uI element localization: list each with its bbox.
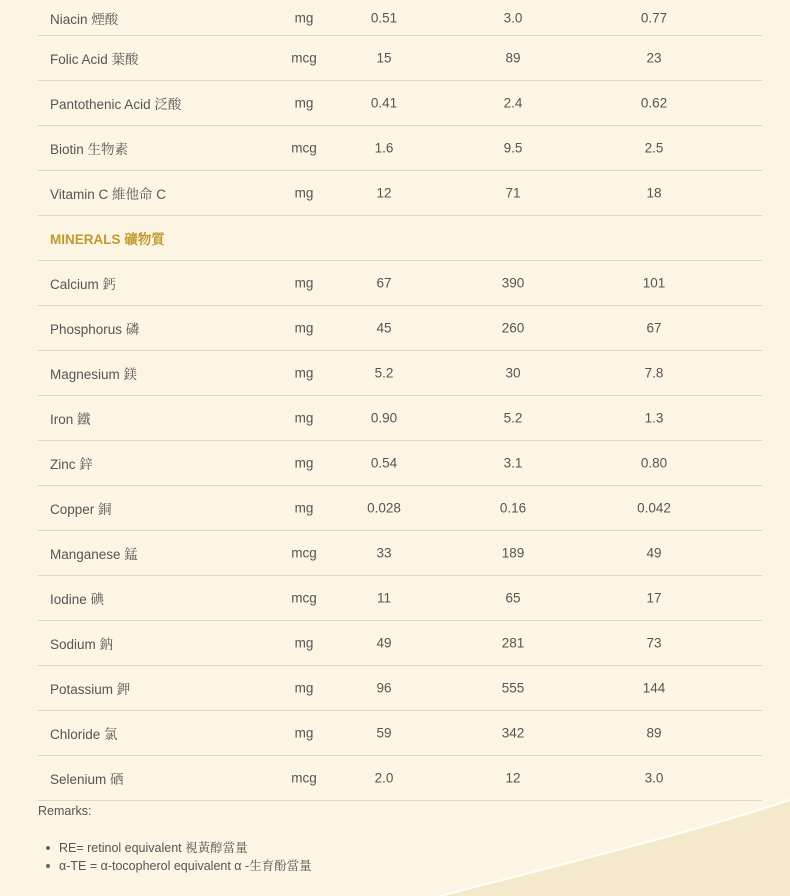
value-cell-3: 17: [646, 590, 662, 606]
table-row: [38, 126, 762, 171]
unit-cell: mg: [294, 410, 314, 426]
value-cell-2: 65: [505, 590, 521, 606]
value-cell-3: 101: [642, 275, 666, 291]
nutrient-name: Phosphorus 磷: [50, 322, 140, 337]
remarks-title: Remarks:: [38, 804, 92, 818]
value-cell-3: 144: [642, 680, 666, 696]
table-row: [38, 531, 762, 576]
value-cell-3: 23: [646, 50, 662, 66]
value-cell-1: 0.90: [370, 410, 398, 426]
value-cell-2: 3.1: [503, 455, 523, 471]
value-cell-3: 18: [646, 185, 662, 201]
nutrient-name: Niacin 煙酸: [50, 11, 119, 27]
value-cell-3: 7.8: [644, 365, 664, 381]
table-row: [38, 756, 762, 801]
table-row: [38, 711, 762, 756]
unit-cell: mg: [294, 725, 314, 741]
remarks-list: [45, 839, 312, 875]
unit-cell: mg: [294, 275, 314, 291]
value-cell-2: 390: [501, 275, 525, 291]
value-cell-2: 0.16: [499, 500, 527, 516]
unit-cell: mcg: [291, 545, 317, 561]
nutrient-name: Iron 鐵: [50, 412, 91, 427]
value-cell-1: 0.51: [370, 10, 398, 25]
unit-cell: mg: [294, 500, 314, 516]
value-cell-1: 45: [376, 320, 392, 336]
nutrient-name: Sodium 鈉: [50, 637, 114, 652]
unit-cell: mg: [294, 365, 314, 381]
value-cell-2: 3.0: [503, 10, 523, 25]
table-row: [38, 666, 762, 711]
value-cell-2: 281: [501, 635, 525, 651]
value-cell-3: 49: [646, 545, 662, 561]
nutrient-name: Iodine 碘: [50, 592, 105, 607]
nutrient-name: Manganese 錳: [50, 547, 138, 562]
value-cell-2: 260: [501, 320, 525, 336]
value-cell-1: 5.2: [374, 365, 394, 381]
value-cell-1: 96: [376, 680, 392, 696]
value-cell-2: 2.4: [503, 95, 523, 111]
unit-cell: mg: [294, 680, 314, 696]
value-cell-2: 12: [505, 770, 521, 786]
value-cell-3: 3.0: [644, 770, 664, 786]
unit-cell: mg: [294, 10, 314, 25]
value-cell-1: 12: [376, 185, 392, 201]
table-row: [38, 486, 762, 531]
nutrient-name: Pantothenic Acid 泛酸: [50, 97, 182, 112]
value-cell-1: 15: [376, 50, 392, 66]
unit-cell: mg: [294, 320, 314, 336]
table-row: [38, 261, 762, 306]
unit-cell: mg: [294, 95, 314, 111]
value-cell-1: 0.028: [367, 500, 401, 516]
unit-cell: mcg: [291, 50, 317, 66]
nutrient-name: Selenium 硒: [50, 772, 124, 787]
nutrient-name: Calcium 鈣: [50, 277, 117, 292]
value-cell-1: 49: [376, 635, 392, 651]
value-cell-2: 342: [501, 725, 525, 741]
table-row: [38, 576, 762, 621]
table-row: [38, 36, 762, 81]
nutrition-table: [38, 0, 762, 801]
value-cell-2: 189: [501, 545, 525, 561]
value-cell-3: 89: [646, 725, 662, 741]
table-row: [38, 81, 762, 126]
value-cell-1: 1.6: [374, 140, 394, 156]
value-cell-3: 1.3: [644, 410, 664, 426]
nutrient-name: Copper 銅: [50, 502, 112, 517]
table-row: [38, 441, 762, 486]
value-cell-2: 89: [505, 50, 521, 66]
nutrient-name: Zinc 鋅: [50, 457, 93, 472]
unit-cell: mcg: [291, 770, 317, 786]
table-row: [38, 306, 762, 351]
remark-item: α-TE = α-tocopherol equivalent α -生育酚當量: [45, 857, 312, 875]
section-header-row: [38, 216, 762, 261]
value-cell-1: 0.41: [370, 95, 398, 111]
unit-cell: mcg: [291, 590, 317, 606]
nutrient-name: Potassium 鉀: [50, 682, 131, 697]
value-cell-2: 9.5: [503, 140, 523, 156]
value-cell-1: 2.0: [374, 770, 394, 786]
value-cell-3: 0.62: [640, 95, 668, 111]
unit-cell: mg: [294, 455, 314, 471]
nutrient-name: Magnesium 鎂: [50, 367, 138, 382]
value-cell-3: 2.5: [644, 140, 664, 156]
value-cell-1: 0.54: [370, 455, 398, 471]
unit-cell: mg: [294, 185, 314, 201]
value-cell-3: 0.77: [640, 10, 668, 25]
table-row: [38, 396, 762, 441]
nutrient-name: Vitamin C 維他命 C: [50, 187, 167, 202]
nutrient-name: Chloride 氯: [50, 727, 118, 742]
table-row: [38, 171, 762, 216]
value-cell-1: 33: [376, 545, 392, 561]
value-cell-3: 0.042: [637, 500, 671, 516]
table-row: [38, 621, 762, 666]
value-cell-3: 0.80: [640, 455, 668, 471]
value-cell-2: 555: [501, 680, 525, 696]
value-cell-2: 71: [505, 185, 521, 201]
nutrient-name: Biotin 生物素: [50, 142, 129, 157]
value-cell-2: 5.2: [503, 410, 523, 426]
value-cell-3: 67: [646, 320, 662, 336]
unit-cell: mg: [294, 635, 314, 651]
value-cell-2: 30: [505, 365, 521, 381]
unit-cell: mcg: [291, 140, 317, 156]
value-cell-1: 67: [376, 275, 392, 291]
table-row: [38, 351, 762, 396]
value-cell-3: 73: [646, 635, 662, 651]
section-title: MINERALS 礦物質: [50, 232, 165, 247]
value-cell-1: 59: [376, 725, 392, 741]
value-cell-1: 11: [376, 590, 391, 606]
remark-item: RE= retinol equivalent 視黃醇當量: [45, 839, 312, 857]
table-row: [38, 0, 762, 36]
nutrient-name: Folic Acid 葉酸: [50, 52, 139, 67]
